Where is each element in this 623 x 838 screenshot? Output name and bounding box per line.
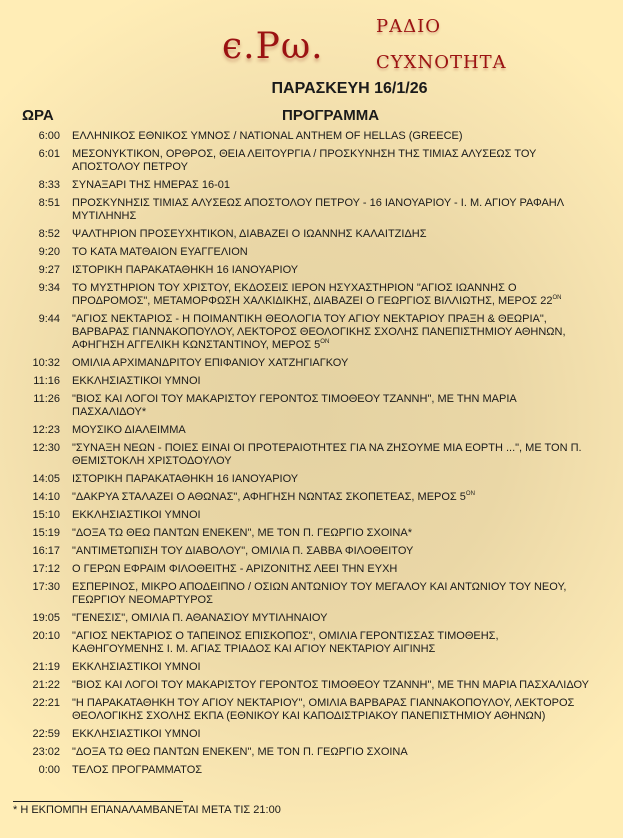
- schedule-row: [0, 179, 623, 192]
- schedule-description: [72, 661, 592, 674]
- schedule-time: 17:12: [32, 563, 60, 575]
- schedule-text: ΕΚΚΛΗΣΙΑΣΤΙΚΟΙ ΥΜΝΟΙ: [72, 661, 201, 673]
- schedule-description: [72, 148, 592, 174]
- schedule-row: [0, 764, 623, 777]
- schedule-description: [72, 563, 592, 576]
- schedule-time: 6:00: [38, 130, 60, 142]
- schedule-time: 15:19: [32, 527, 60, 539]
- schedule-time: 22:59: [32, 728, 60, 740]
- schedule-text: "ΑΓΙΟΣ ΝΕΚΤΑΡΙΟΣ Ο ΤΑΠΕΙΝΟΣ ΕΠΙΣΚΟΠΟΣ", ΟΜΙΛΙΑ ΓΕΡΟΝΤΙΣΣΑΣ ΤΙΜΟΘΕΗΣ, ΚΑΘΗΓΟΥΜΕΝΗΣ Ι. Μ. ΑΓΙΑΣ ΤΡΙΑΔΟΣ ΚΑΙ ΑΓΙΟΥ ΝΕΚΤΑΡΙΟΥ ΑΙΓΙΝΗΣ: [72, 630, 499, 655]
- schedule-row: [0, 357, 623, 370]
- schedule-time: 22:21: [32, 697, 60, 709]
- column-header-program: ΠΡΟΓΡΑΜΜΑ: [282, 107, 380, 124]
- schedule-description: [72, 509, 592, 522]
- schedule-text: ΨΑΛΤΗΡΙΟΝ ΠΡΟΣΕΥΧΗΤΙΚΟΝ, ΔΙΑΒΑΖΕΙ Ο ΙΩΑΝΝΗΣ ΚΑΛΑΙΤΖΙΔΗΣ: [72, 228, 427, 240]
- schedule-row: [0, 563, 623, 576]
- schedule-description: [72, 442, 592, 468]
- schedule-text: Ο ΓΕΡΩΝ ΕΦΡΑΙΜ ΦΙΛΟΘΕΙΤΗΣ - ΑΡΙΖΟΝΙΤΗΣ ΛΕΕΙ ΤΗΝ ΕΥΧΗ: [72, 563, 398, 575]
- logo-line-radio: ΡΑΔΙΟ: [376, 16, 441, 37]
- schedule-row: [0, 491, 623, 504]
- schedule-row: [0, 728, 623, 741]
- schedule-row: [0, 473, 623, 486]
- ordinal-suffix: ΟΝ: [465, 491, 475, 497]
- schedule-description: [72, 246, 592, 259]
- schedule-row: [0, 375, 623, 388]
- footnote-divider: [13, 801, 183, 802]
- schedule-text: ΜΟΥΣΙΚΟ ΔΙΑΛΕΙΜΜΑ: [72, 424, 186, 436]
- schedule-description: [72, 264, 592, 277]
- schedule-text: "ΔΑΚΡΥΑ ΣΤΑΛΑΖΕΙ Ο ΑΘΩΝΑΣ", ΑΦΗΓΗΣΗ ΝΩΝΤΑΣ ΣΚΟΠΕΤΕΑΣ, ΜΕΡΟΣ 5: [72, 491, 466, 503]
- schedule-time: 9:20: [38, 246, 60, 258]
- schedule-row: [0, 527, 623, 540]
- schedule-text: "ΓΕΝΕΣΙΣ", ΟΜΙΛΙΑ Π. ΑΘΑΝΑΣΙΟΥ ΜΥΤΙΛΗΝΑΙΟΥ: [72, 612, 328, 624]
- schedule-text: ΕΚΚΛΗΣΙΑΣΤΙΚΟΙ ΥΜΝΟΙ: [72, 509, 201, 521]
- schedule-text: ΣΥΝΑΞΑΡΙ ΤΗΣ ΗΜΕΡΑΣ 16-01: [72, 179, 230, 191]
- schedule-text: ΕΣΠΕΡΙΝΟΣ, ΜΙΚΡΟ ΑΠΟΔΕΙΠΝΟ / ΟΣΙΩΝ ΑΝΤΩΝΙΟΥ ΤΟΥ ΜΕΓΑΛΟΥ ΚΑΙ ΑΝΤΩΝΙΟΥ ΤΟΥ ΝΕΟΥ, ΓΕΩΡΓΙΟΥ ΝΕΟΜΑΡΤΥΡΟΣ: [72, 581, 567, 606]
- schedule-row: [0, 442, 623, 468]
- schedule-text: ΕΛΛΗΝΙΚΟΣ ΕΘΝΙΚΟΣ ΥΜΝΟΣ / NATIONAL ANTHEM OF HELLAS (GREECE): [72, 130, 463, 142]
- schedule-text: ΙΣΤΟΡΙΚΗ ΠΑΡΑΚΑΤΑΘΗΚΗ 16 ΙΑΝΟΥΑΡΙΟΥ: [72, 264, 299, 276]
- schedule-description: [72, 630, 592, 656]
- schedule-text: ΟΜΙΛΙΑ ΑΡΧΙΜΑΝΔΡΙΤΟΥ ΕΠΙΦΑΝΙΟΥ ΧΑΤΖΗΓΙΑΓΚΟΥ: [72, 357, 349, 369]
- schedule-time: 16:17: [32, 545, 60, 557]
- schedule-text: ΠΡΟΣΚΥΝΗΣΙΣ ΤΙΜΙΑΣ ΑΛΥΣΕΩΣ ΑΠΟΣΤΟΛΟΥ ΠΕΤΡΟΥ - 16 ΙΑΝΟΥΑΡΙΟΥ - Ι. Μ. ΑΓΙΟΥ ΡΑΦΑΗΛ ΜΥΤΙΛΗΝΗΣ: [72, 197, 564, 222]
- schedule-description: [72, 375, 592, 388]
- schedule-time: 8:52: [38, 228, 60, 240]
- schedule-time: 23:02: [32, 746, 60, 758]
- schedule-row: [0, 246, 623, 259]
- schedule-description: [72, 527, 592, 540]
- schedule-time: 8:33: [38, 179, 60, 191]
- schedule-row: [0, 264, 623, 277]
- schedule-description: [72, 473, 592, 486]
- schedule-time: 19:05: [32, 612, 60, 624]
- schedule-time: 20:10: [32, 630, 60, 642]
- schedule-description: [72, 764, 592, 777]
- schedule-description: [72, 679, 592, 692]
- schedule-time: 17:30: [32, 581, 60, 593]
- schedule-text: ΤΟ ΚΑΤΑ ΜΑΤΘΑΙΟΝ ΕΥΑΓΓΕΛΙΟΝ: [72, 246, 248, 258]
- schedule-row: [0, 661, 623, 674]
- column-header-time: ΩΡΑ: [22, 107, 54, 124]
- schedule-time: 11:26: [33, 393, 60, 405]
- schedule-description: [72, 282, 592, 308]
- schedule-text: "ΒΙΟΣ ΚΑΙ ΛΟΓΟΙ ΤΟΥ ΜΑΚΑΡΙΣΤΟΥ ΓΕΡΟΝΤΟΣ ΤΙΜΟΘΕΟΥ ΤΖΑΝΝΗ", ΜΕ ΤΗΝ ΜΑΡΙΑ ΠΑΣΧΑΛΙΔΟΥ: [72, 679, 589, 691]
- schedule-row: [0, 130, 623, 143]
- schedule-text: ΤΟ ΜΥΣΤΗΡΙΟΝ ΤΟΥ ΧΡΙΣΤΟΥ, ΕΚΔΟΣΕΙΣ ΙΕΡΟΝ ΗΣΥΧΑΣΤΗΡΙΟΝ "ΑΓΙΟΣ ΙΩΑΝΝΗΣ Ο ΠΡΟΔΡΟΜΟΣ", ΜΕΤΑΜΟΡΦΩΣΗ ΧΑΛΚΙΔΙΚΗΣ, ΔΙΑΒΑΖΕΙ Ο ΓΕΩΡΓΙΟΣ ΒΙΛΛΙΩΤΗΣ, ΜΕΡΟΣ 22: [72, 282, 553, 307]
- ordinal-suffix: ΟΝ: [552, 295, 562, 301]
- schedule-text: "ΑΓΙΟΣ ΝΕΚΤΑΡΙΟΣ - Η ΠΟΙΜΑΝΤΙΚΗ ΘΕΟΛΟΓΙΑ ΤΟΥ ΑΓΙΟΥ ΝΕΚΤΑΡΙΟΥ ΠΡΑΞΗ & ΘΕΩΡΙΑ", ΒΑΡΒΑΡΑΣ ΓΙΑΝΝΑΚΟΠΟΥΛΟΥ, ΛΕΚΤΟΡΟΣ ΘΕΟΛΟΓΙΚΗΣ ΣΧΟΛΗΣ ΠΑΝΕΠΙΣΤΗΜΙΟΥ ΑΘΗΝΩΝ, ΑΦΗΓΗΣΗ ΑΓΓΕΛΙΚΗ ΚΩΝΣΤΑΝΤΙΝΟΥ, ΜΕΡΟΣ 5: [72, 313, 566, 351]
- schedule-description: [72, 728, 592, 741]
- schedule-row: [0, 679, 623, 692]
- schedule-row: [0, 581, 623, 607]
- schedule-time: 14:10: [32, 491, 60, 503]
- schedule-row: [0, 424, 623, 437]
- schedule-text: "ΑΝΤΙΜΕΤΩΠΙΣΗ ΤΟΥ ΔΙΑΒΟΛΟΥ", ΟΜΙΛΙΑ Π. ΣΑΒΒΑ ΦΙΛΟΘΕΙΤΟΥ: [72, 545, 414, 557]
- schedule-text: ΕΚΚΛΗΣΙΑΣΤΙΚΟΙ ΥΜΝΟΙ: [72, 375, 201, 387]
- schedule-time: 21:22: [32, 679, 60, 691]
- schedule-text: "ΔΟΞΑ ΤΩ ΘΕΩ ΠΑΝΤΩΝ ΕΝΕΚΕΝ", ΜΕ ΤΟΝ Π. ΓΕΩΡΓΙΟ ΣΧΟΙΝΑ*: [72, 527, 412, 539]
- station-logo: [222, 8, 507, 76]
- schedule-time: 11:16: [33, 375, 60, 387]
- schedule-row: [0, 148, 623, 174]
- schedule-time: 10:32: [32, 357, 60, 369]
- schedule-row: [0, 545, 623, 558]
- schedule-description: [72, 228, 592, 241]
- schedule-description: [72, 424, 592, 437]
- schedule-time: 14:05: [32, 473, 60, 485]
- footnote: * Η ΕΚΠΟΜΠΗ ΕΠΑΝΑΛΑΜΒΑΝΕΤΑΙ ΜΕΤΑ ΤΙΣ 21:00: [13, 804, 281, 816]
- schedule-row: [0, 282, 623, 308]
- schedule-description: [72, 179, 592, 192]
- schedule-text: "ΣΥΝΑΞΗ ΝΕΩΝ - ΠΟΙΕΣ ΕΙΝΑΙ ΟΙ ΠΡΟΤΕΡΑΙΟΤΗΤΕΣ ΓΙΑ ΝΑ ΖΗΣΟΥΜΕ ΜΙΑ ΕΟΡΤΗ ...", ΜΕ ΤΟΝ Π. ΘΕΜΙΣΤΟΚΛΗ ΧΡΙΣΤΟΔΟΥΛΟΥ: [72, 442, 582, 467]
- schedule-row: [0, 228, 623, 241]
- schedule-description: [72, 313, 592, 352]
- schedule-text: "Η ΠΑΡΑΚΑΤΑΘΗΚΗ ΤΟΥ ΑΓΙΟΥ ΝΕΚΤΑΡΙΟΥ", ΟΜΙΛΙΑ ΒΑΡΒΑΡΑΣ ΓΙΑΝΝΑΚΟΠΟΥΛΟΥ, ΛΕΚΤΟΡΟΣ ΘΕΟΛΟΓΙΚΗΣ ΣΧΟΛΗΣ ΕΚΠΑ (ΕΘΝΙΚΟΥ ΚΑΙ ΚΑΠΟΔΙΣΤΡΙΑΚΟΥ ΠΑΝΕΠΙΣΤΗΜΙΟΥ ΑΘΗΝΩΝ): [72, 697, 575, 722]
- schedule-row: [0, 612, 623, 625]
- schedule-time: 0:00: [38, 764, 60, 776]
- schedule-description: [72, 197, 592, 223]
- schedule-row: [0, 697, 623, 723]
- schedule-text: "ΒΙΟΣ ΚΑΙ ΛΟΓΟΙ ΤΟΥ ΜΑΚΑΡΙΣΤΟΥ ΓΕΡΟΝΤΟΣ ΤΙΜΟΘΕΟΥ ΤΖΑΝΝΗ", ΜΕ ΤΗΝ ΜΑΡΙΑ ΠΑΣΧΑΛΙΔΟΥ*: [72, 393, 517, 418]
- schedule-time: 21:19: [32, 661, 60, 673]
- ordinal-suffix: ΟΝ: [320, 339, 330, 345]
- schedule-description: [72, 746, 592, 759]
- schedule-description: [72, 491, 592, 504]
- schedule-time: 8:51: [38, 197, 60, 209]
- schedule-description: [72, 545, 592, 558]
- schedule-time: 9:34: [38, 282, 60, 294]
- schedule-row: [0, 746, 623, 759]
- schedule-text: ΕΚΚΛΗΣΙΑΣΤΙΚΟΙ ΥΜΝΟΙ: [72, 728, 201, 740]
- schedule-time: 9:44: [38, 313, 60, 325]
- schedule-description: [72, 357, 592, 370]
- schedule-list: [0, 130, 623, 782]
- schedule-time: 15:10: [32, 509, 60, 521]
- schedule-row: [0, 197, 623, 223]
- schedule-time: 9:27: [38, 264, 60, 276]
- schedule-text: ΤΕΛΟΣ ΠΡΟΓΡΑΜΜΑΤΟΣ: [72, 764, 203, 776]
- schedule-time: 12:30: [32, 442, 60, 454]
- schedule-description: [72, 393, 592, 419]
- schedule-description: [72, 612, 592, 625]
- logo-mark: є.Ρω.: [222, 26, 324, 67]
- logo-line-frequency: ϹΥΧΝΟΤΗΤΑ: [376, 52, 507, 73]
- schedule-text: ΜΕΣΟΝΥΚΤΙΚΟΝ, ΟΡΘΡΟΣ, ΘΕΙΑ ΛΕΙΤΟΥΡΓΙΑ / ΠΡΟΣΚΥΝΗΣΗ ΤΗΣ ΤΙΜΙΑΣ ΑΛΥΣΕΩΣ ΤΟΥ ΑΠΟΣΤΟΛΟΥ ΠΕΤΡΟΥ: [72, 148, 537, 173]
- schedule-text: ΙΣΤΟΡΙΚΗ ΠΑΡΑΚΑΤΑΘΗΚΗ 16 ΙΑΝΟΥΑΡΙΟΥ: [72, 473, 299, 485]
- schedule-description: [72, 130, 592, 143]
- schedule-row: [0, 313, 623, 352]
- schedule-row: [0, 393, 623, 419]
- schedule-row: [0, 509, 623, 522]
- schedule-description: [72, 581, 592, 607]
- schedule-time: 6:01: [38, 148, 60, 160]
- schedule-row: [0, 630, 623, 656]
- schedule-description: [72, 697, 592, 723]
- day-title: ΠΑΡΑΣΚΕΥΗ 16/1/26: [271, 80, 428, 97]
- schedule-time: 12:23: [32, 424, 60, 436]
- schedule-text: "ΔΟΞΑ ΤΩ ΘΕΩ ΠΑΝΤΩΝ ΕΝΕΚΕΝ", ΜΕ ΤΟΝ Π. ΓΕΩΡΓΙΟ ΣΧΟΙΝΑ: [72, 746, 408, 758]
